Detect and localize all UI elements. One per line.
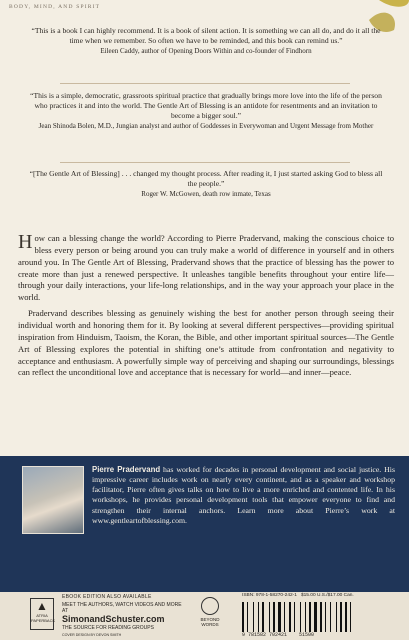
- barcode-bar: [312, 602, 313, 632]
- barcode-bar: [352, 602, 355, 632]
- barcode-bar: [247, 602, 248, 632]
- barcode-bar: [343, 602, 344, 632]
- barcode-bar: [242, 602, 244, 632]
- ebook-notice: EBOOK EDITION ALSO AVAILABLE: [62, 594, 152, 600]
- barcode-bar: [323, 602, 324, 632]
- quote-1: “This is a book I can highly recommend. It is a book of silent action. It is something we can all do, and do it all the time when we remember. So often we have to be reminded, and this book can remind us.” Eileen Caddy, author of Opening Doors Within and co-founder of Findhorn: [28, 26, 384, 56]
- barcode-bar: [309, 602, 311, 632]
- description-paragraph-2: Pradervand describes blessing as genuinely wishing the best for another person through seeing their individual worth and honoring them for it. By looking at several different perspectives—providing spiritual inspiration from Hinduism, Taoism, the Koran, the Bible, and other important spiritual sources—The Gentle Art of Blessing explores the potential in shifting one’s attitude from confrontation and negativity to acceptance and enthusiasm. A powerfully simple way of perceiving and shaping our surroundings, blessings can reflect the unconditional love and acceptance that is necessary for world—and inner—peace.: [18, 308, 394, 378]
- barcode-bar: [325, 602, 326, 632]
- divider: [60, 83, 350, 84]
- barcode-bar: [332, 602, 335, 632]
- barcode-bar: [305, 602, 306, 632]
- barcode-bar: [278, 602, 281, 632]
- barcode-bar: [330, 602, 331, 632]
- barcode-bar: [318, 602, 319, 632]
- barcode-bar: [286, 602, 288, 632]
- barcode-bar: [320, 602, 322, 632]
- price: $15.00 U.S./$17.00 Can.: [300, 593, 354, 598]
- quote-1-attribution: Eileen Caddy, author of Opening Doors Within and co-founder of Findhorn: [100, 46, 312, 55]
- barcode-bar: [249, 602, 252, 632]
- barcode-bar: [348, 602, 349, 632]
- barcode-bar: [269, 602, 270, 632]
- isbn-line: ISBN: 978-1-58270-242-1 $15.00 U.S./$17.00 Can.: [242, 593, 354, 598]
- barcode-bar: [273, 602, 275, 632]
- atria-logo: ▲ ATRIA PAPERBACK: [30, 598, 54, 630]
- simon-schuster-site: SimonandSchuster.com: [62, 614, 165, 624]
- quote-2: “This is a simple, democratic, grassroots spiritual practice that gradually brings more love into the life of the person who practices it and into the world. The Gentle Art of Blessing is an antidote for resentments and an invitation to become a bigger soul.” Jean Shinoda Bolen, M.D., Jungian analyst and author of Goddesses in Everywoman and Urgent Message from Mother: [28, 91, 384, 131]
- barcode-bar: [294, 602, 295, 632]
- quote-3: “[The Gentle Art of Blessing] . . . changed my thought process. After reading it, I just started asking God to bless all the people.” Roger W. McGowen, death row inmate, Texas: [29, 169, 383, 198]
- quote-3-attribution: Roger W. McGowen, death row inmate, Texas: [141, 189, 271, 198]
- quote-2-attribution: Jean Shinoda Bolen, M.D., Jungian analyst and author of Goddesses in Everywoman and Urgent Message from Mother: [38, 121, 374, 130]
- barcode: [242, 602, 392, 632]
- barcode-bar: [253, 602, 254, 632]
- barcode-bar: [265, 602, 268, 632]
- barcode-bar: [345, 602, 347, 632]
- divider: [60, 162, 350, 163]
- price-code: 51500: [299, 632, 315, 638]
- barcode-bar: [276, 602, 277, 632]
- barcode-bar: [350, 602, 351, 632]
- barcode-bar: [260, 602, 261, 632]
- barcode-bar: [282, 602, 283, 632]
- description-paragraph-1: How can a blessing change the world? According to Pierre Pradervand, making the conscious choice to bless every person or being around you can truly make a world of difference in yourself and in others around you. In The Gentle Art of Blessing, Pradervand shows that the practice of blessing has the power to create more than just a renewed perspective. It unleashes tangible benefits throughout your entire life—through your daily interactions, your life-long relationships, and in the way your approach your place in the world.: [18, 231, 394, 303]
- category-label: BODY, MIND, AND SPIRIT: [9, 4, 101, 10]
- barcode-bar: [314, 602, 317, 632]
- book-description: [18, 233, 394, 383]
- barcode-bar: [307, 602, 308, 632]
- barcode-bar: [258, 602, 259, 632]
- author-bio: Pierre Pradervand has worked for decades in personal development and social justice. His impressive career includes work on nearly every continent, and as a speaker and workshop facilitator, Pierre often gives talks on how to live a more enriched and contented life. In his workshops, he provides personal development tools that empower everyone to find and strengthen their internal anchors. Learn more about Pierre’s work at www.gentleartofblessing.com.: [92, 465, 395, 525]
- barcode-bar: [340, 602, 342, 632]
- barcode-bar: [336, 602, 337, 632]
- barcode-bar: [284, 602, 285, 632]
- barcode-bar: [255, 602, 257, 632]
- barcode-bar: [338, 602, 339, 632]
- beyond-words-logo: BEYOND WORDS: [197, 597, 223, 627]
- barcode-bar: [296, 602, 299, 632]
- barcode-bar: [302, 602, 304, 632]
- beyond-words-icon: [201, 597, 219, 615]
- barcode-bar: [262, 602, 264, 632]
- cover-credit: COVER DESIGN BY DEVON SMITH: [62, 632, 122, 637]
- barcode-bar: [289, 602, 291, 632]
- barcode-bar: [245, 602, 246, 632]
- barcode-bar: [271, 602, 272, 632]
- barcode-bar: [292, 602, 293, 632]
- author-name: Pierre Pradervand: [92, 465, 161, 474]
- author-photo: [22, 466, 84, 534]
- barcode-bar: [327, 602, 329, 632]
- simon-schuster-block: MEET THE AUTHORS, WATCH VIDEOS AND MORE AT SimonandSchuster.com THE SOURCE FOR READING GROUPS COVER DESIGN BY DEVON SMITH: [62, 602, 182, 637]
- barcode-bar: [300, 602, 301, 632]
- barcode-number: 9 781582 702421 51500: [242, 632, 315, 638]
- drop-cap: H: [18, 231, 33, 253]
